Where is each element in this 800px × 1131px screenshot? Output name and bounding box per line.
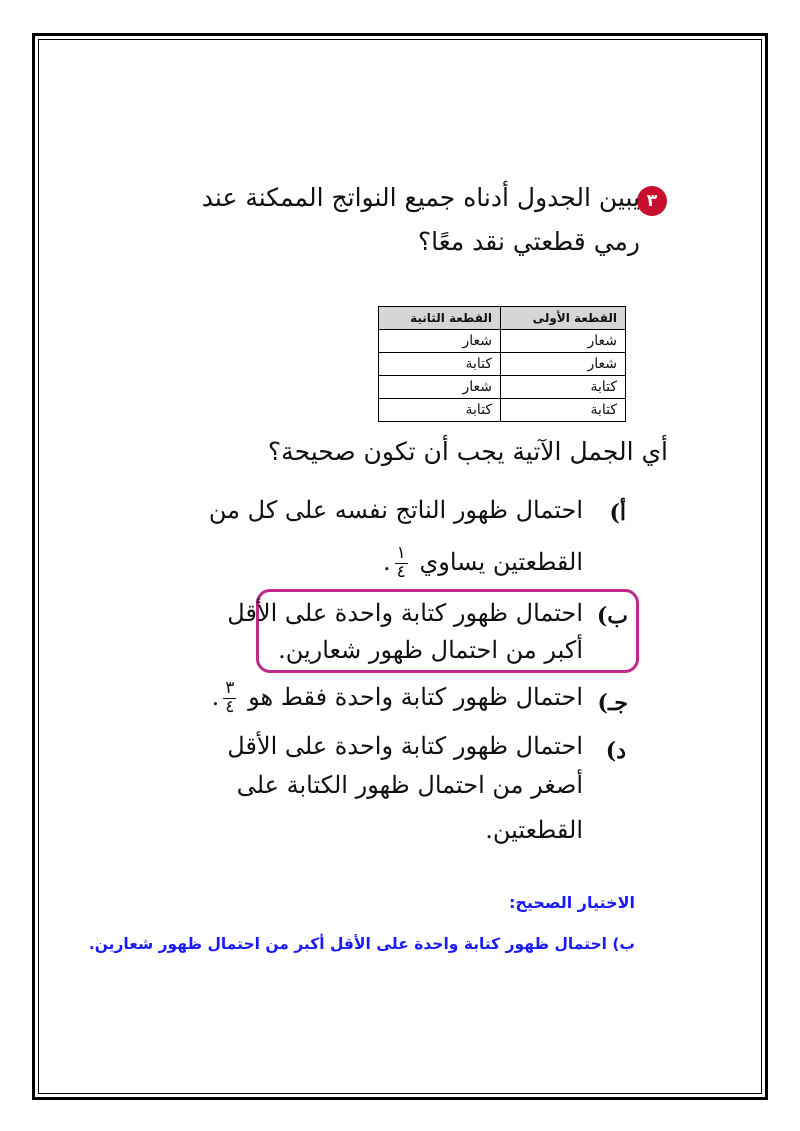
table-row [379, 330, 626, 353]
fraction-denominator: ٤ [225, 696, 235, 717]
option-b-letter: ب) [596, 603, 628, 629]
option-d-letter: د) [605, 738, 626, 764]
table-cell: شعار [379, 330, 501, 353]
option-c-line-1 [212, 680, 583, 717]
correct-answer-label: الاختيار الصحيح: [508, 893, 635, 912]
table-cell: كتابة [379, 353, 501, 376]
option-c-line-1-text: احتمال ظهور كتابة واحدة فقط هو [248, 682, 583, 711]
question-number-badge: ٣ [637, 186, 667, 216]
option-b-line-1: احتمال ظهور كتابة واحدة على الأقل [227, 599, 583, 627]
table-cell: كتابة [501, 376, 626, 399]
option-a-line-2 [383, 545, 583, 582]
option-a-letter: أ) [609, 500, 626, 526]
question-line-2: رمي قطعتي نقد معًا؟ [417, 227, 640, 256]
option-d-line-1: احتمال ظهور كتابة واحدة على الأقل [227, 732, 583, 760]
outcomes-table [378, 306, 626, 422]
fraction-denominator: ٤ [396, 561, 406, 582]
table-header-cell: القطعة الثانية [379, 307, 501, 330]
fraction-numerator: ٣ [225, 678, 235, 698]
question-line-1: يبين الجدول أدناه جميع النواتج الممكنة عند [201, 183, 640, 212]
table-cell: شعار [501, 330, 626, 353]
table-cell: كتابة [501, 399, 626, 422]
table-cell: كتابة [379, 399, 501, 422]
correct-answer-text: ب) احتمال ظهور كتابة واحدة على الأقل أكبر من احتمال ظهور شعارين. [88, 935, 635, 953]
option-c-period: . [211, 682, 220, 711]
table-row [379, 376, 626, 399]
prompt-text: أي الجمل الآتية يجب أن تكون صحيحة؟ [267, 437, 668, 466]
table-header-cell: القطعة الأولى [501, 307, 626, 330]
fraction-one-quarter [395, 545, 408, 582]
table-row [379, 399, 626, 422]
option-d-line-2: أصغر من احتمال ظهور الكتابة على [236, 771, 583, 799]
table-header-row [379, 307, 626, 330]
table-cell: شعار [501, 353, 626, 376]
option-d-line-3: القطعتين. [485, 816, 583, 844]
fraction-three-quarters [223, 680, 236, 717]
option-b-line-2: أكبر من احتمال ظهور شعارين. [278, 636, 583, 664]
option-a-line-1: احتمال ظهور الناتج نفسه على كل من [208, 496, 583, 524]
table-row [379, 353, 626, 376]
fraction-numerator: ١ [396, 543, 406, 563]
option-a-line-2-text: القطعتين يساوي [419, 547, 583, 576]
option-a-period: . [383, 547, 391, 576]
option-c-letter: جـ) [597, 690, 628, 716]
table-cell: شعار [379, 376, 501, 399]
